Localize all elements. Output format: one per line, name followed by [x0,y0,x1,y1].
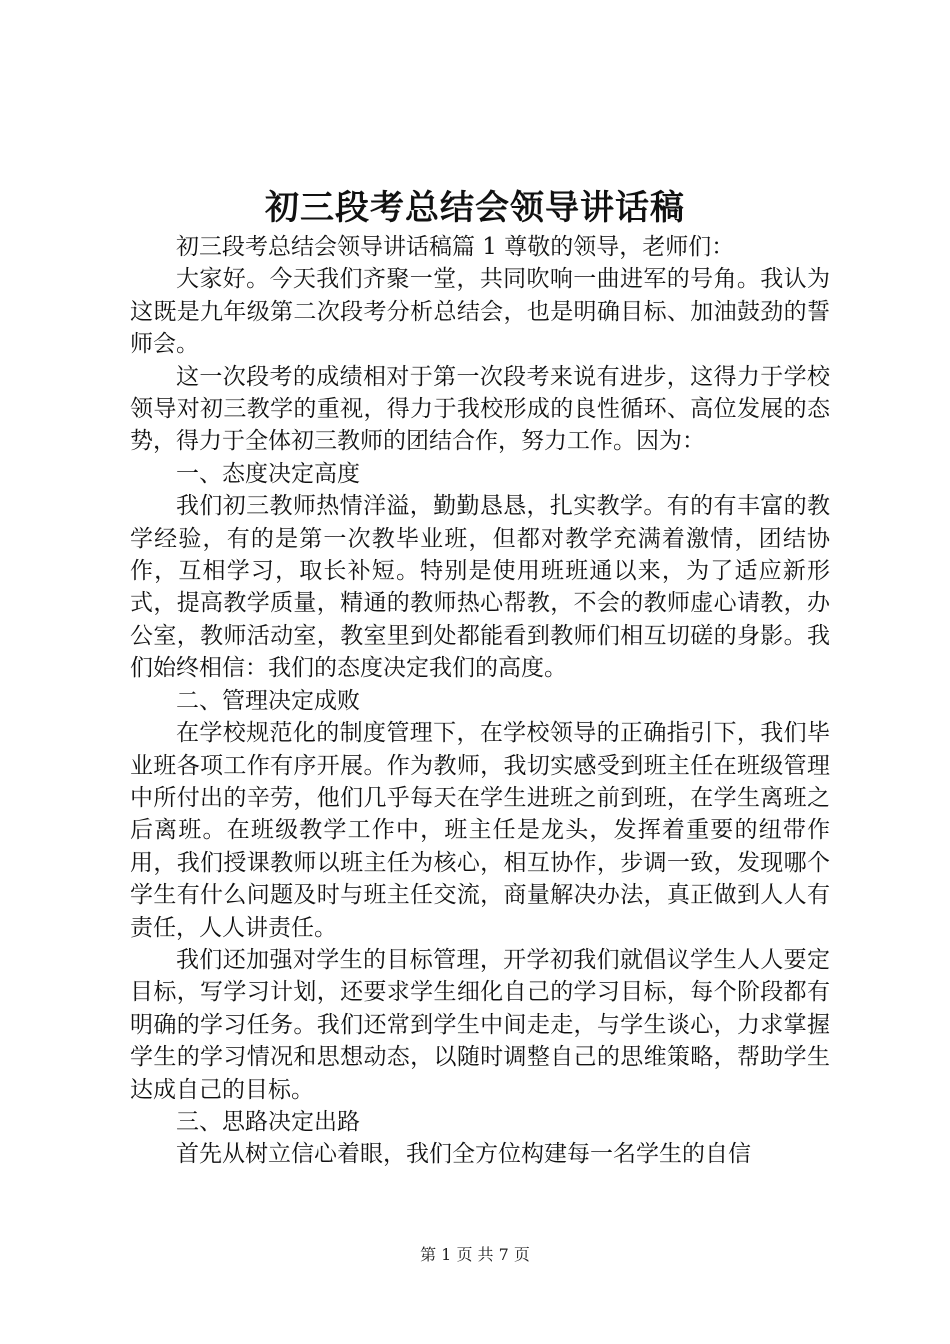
paragraph-goal-management: 我们还加强对学生的目标管理，开学初我们就倡议学生人人要定目标，写学习计划，还要求学生细化自己的学习目标，每个阶段都有明确的学习任务。我们还常到学生中间走走，与学生谈心，力求掌握学生的学习情况和思想动态，以随时调整自己的思维策略，帮助学生达成自己的目标。 [130,946,830,1103]
section-heading-attitude: 一、态度决定高度 [176,460,360,487]
page-footer: 第 1 页 共 7 页 [420,1245,530,1264]
section-heading-management: 二、管理决定成败 [176,687,360,714]
paragraph-progress: 这一次段考的成绩相对于第一次段考来说有进步，这得力于学校领导对初三教学的重视，得力于我校形成的良性循环、高位发展的态势，得力于全体初三教师的团结合作，努力工作。因为： [130,363,830,455]
paragraph-management: 在学校规范化的制度管理下，在学校领导的正确指引下，我们毕业班各项工作有序开展。作为教师，我切实感受到班主任在班级管理中所付出的辛劳，他们几乎每天在学生进班之前到班，在学生离班之后离班。在班级教学工作中，班主任是龙头，发挥着重要的纽带作用，我们授课教师以班主任为核心，相互协作，步调一致，发现哪个学生有什么问题及时与班主任交流，商量解决办法，真正做到人人有责任，人人讲责任。 [130,720,830,941]
paragraph-opening: 大家好。今天我们齐聚一堂，共同吹响一曲进军的号角。我认为这既是九年级第二次段考分析总结会，也是明确目标、加油鼓劲的誓师会。 [130,266,830,358]
paragraph-confidence: 首先从树立信心着眼，我们全方位构建每一名学生的自信 [176,1141,751,1168]
document-body [130,231,830,1171]
paragraph-attitude: 我们初三教师热情洋溢，勤勤恳恳，扎实教学。有的有丰富的教学经验，有的是第一次教毕业班，但都对教学充满着激情，团结协作，互相学习，取长补短。特别是使用班班通以来，为了适应新形式，提高教学质量，精通的教师热心帮教，不会的教师虚心请教，办公室，教师活动室，教室里到处都能看到教师们相互切磋的身影。我们始终相信：我们的态度决定我们的高度。 [130,493,830,682]
document-title: 初三段考总结会领导讲话稿 [265,188,685,228]
section-heading-thinking: 三、思路决定出路 [176,1108,360,1135]
paragraph-greeting: 初三段考总结会领导讲话稿篇 1 尊敬的领导，老师们： [176,234,735,260]
